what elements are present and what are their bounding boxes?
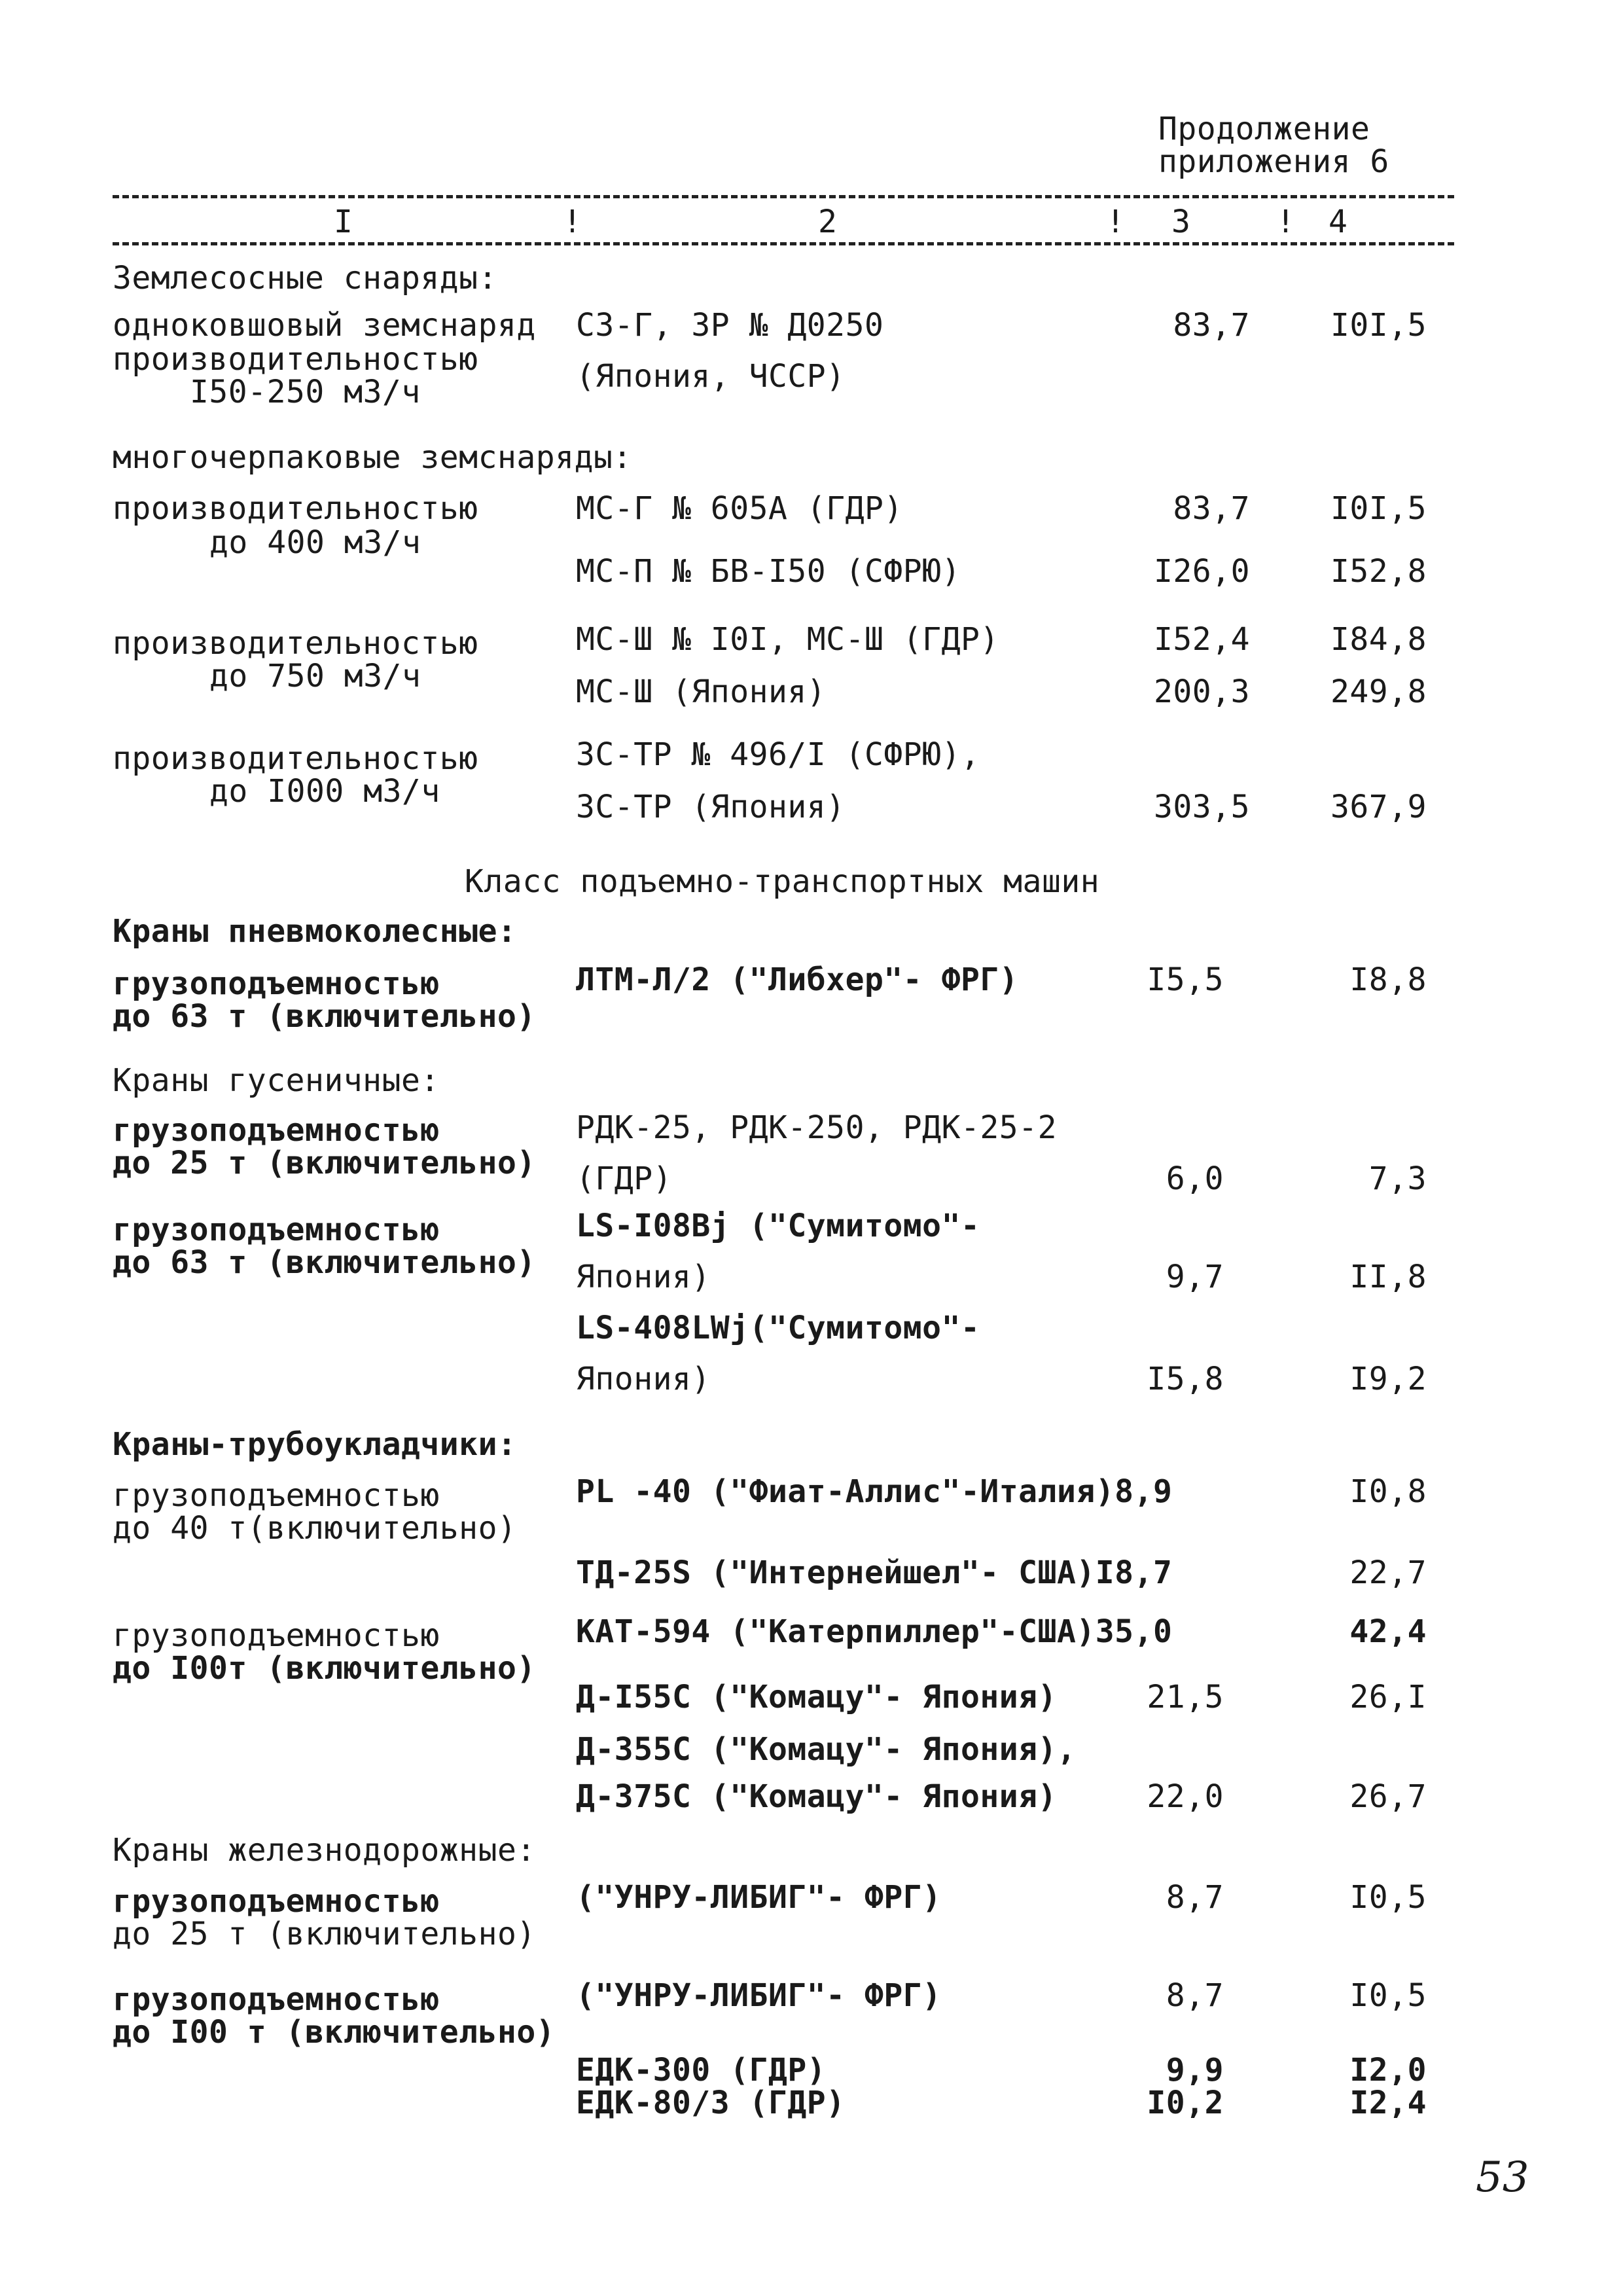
value-col4: II,8	[1349, 1259, 1427, 1295]
row-description: грузоподъемностью	[113, 1477, 440, 1514]
value-col4: 249,8	[1330, 673, 1427, 710]
value-col3: I26,0	[1154, 553, 1250, 590]
section-title: Землесосные снаряды:	[113, 260, 497, 296]
column-separator: !	[1106, 204, 1126, 240]
column-header-3: 3	[1171, 204, 1191, 240]
column-header-1: I	[334, 204, 353, 240]
row-model: LS-I08Bj ("Сумитомо"-	[576, 1208, 980, 1244]
row-description: производительностью	[113, 740, 478, 777]
column-header-2: 2	[818, 204, 838, 240]
row-model: ЛТМ-Л/2 ("Либхер"- ФРГ)	[576, 961, 1019, 998]
column-header-4: 4	[1329, 204, 1348, 240]
row-model: МС-Г № 605А (ГДР)	[576, 490, 903, 527]
value-col3: 9,7	[1166, 1259, 1224, 1295]
value-col4: 42,4	[1349, 1613, 1427, 1650]
value-col4: I2,0	[1349, 2052, 1427, 2089]
row-description: грузоподъемностью	[113, 1617, 440, 1654]
row-description: I50-250 м3/ч	[190, 374, 421, 410]
row-description: грузоподъемностью	[113, 1883, 440, 1920]
row-description: грузоподъемностью	[113, 1211, 440, 1248]
value-col3: 9,9	[1166, 2052, 1224, 2089]
table-top-rule	[113, 195, 1454, 198]
value-col4: I52,8	[1330, 553, 1427, 590]
section-title: многочерпаковые земснаряды:	[113, 439, 632, 476]
section-title: Краны гусеничные:	[113, 1062, 440, 1099]
value-col4: I0I,5	[1330, 307, 1427, 344]
row-description: до I00т (включительно)	[113, 1650, 536, 1687]
row-description: производительностью	[113, 490, 478, 527]
value-col4: I9,2	[1349, 1361, 1427, 1397]
value-col3: 22,0	[1147, 1778, 1224, 1815]
row-model: Д-I55С ("Комацу"- Япония)	[576, 1679, 1057, 1715]
row-model: СЗ-Г, ЗР № Д0250	[576, 307, 884, 344]
row-description: производительностью	[113, 341, 478, 378]
row-model: ("УНРУ-ЛИБИГ"- ФРГ)	[576, 1879, 942, 1916]
value-col4: I0,5	[1349, 1977, 1427, 2014]
row-model: LS-408LWj("Сумитомо"-	[576, 1310, 980, 1346]
section-title: Краны-трубоукладчики:	[113, 1426, 517, 1463]
row-description: до 750 м3/ч	[209, 658, 421, 694]
column-separator: !	[563, 204, 582, 240]
column-separator: !	[1276, 204, 1296, 240]
row-model: Д-355С ("Комацу"- Япония),	[576, 1731, 1077, 1768]
row-description: до I00 т (включительно)	[113, 2014, 556, 2051]
value-col4: 22,7	[1349, 1554, 1427, 1591]
row-model: КАТ-594 ("Катерпиллер"-США)35,0	[576, 1613, 1173, 1650]
section-title: Краны пневмоколесные:	[113, 913, 517, 950]
value-col4: 26,I	[1349, 1679, 1427, 1715]
value-col3: 8,7	[1166, 1977, 1224, 2014]
row-model: ЗС-ТР № 496/I (СФРЮ),	[576, 736, 980, 773]
row-model: РДК-25, РДК-250, РДК-25-2	[576, 1109, 1057, 1146]
row-model: Д-375С ("Комацу"- Япония)	[576, 1778, 1057, 1815]
value-col3: 83,7	[1173, 307, 1250, 344]
value-col3: 21,5	[1147, 1679, 1224, 1715]
row-model: ТД-25S ("Интернейшел"- США)I8,7	[576, 1554, 1173, 1591]
value-col3: I0,2	[1147, 2085, 1224, 2121]
value-col4: I0,5	[1349, 1879, 1427, 1916]
row-model: PL -40 ("Фиат-Аллис"-Италия)8,9	[576, 1473, 1173, 1510]
row-description: до 25 т (включительно)	[113, 1916, 536, 1952]
continuation-note-line1: Продолжение	[1158, 111, 1370, 147]
row-description: до 63 т (включительно)	[113, 1244, 536, 1281]
row-description: производительностью	[113, 625, 478, 662]
row-model: ("УНРУ-ЛИБИГ"- ФРГ)	[576, 1977, 942, 2014]
value-col4: 26,7	[1349, 1778, 1427, 1815]
section-title: Краны железнодорожные:	[113, 1832, 536, 1869]
row-model: МС-П № БВ-I50 (СФРЮ)	[576, 553, 961, 590]
row-model: ЗС-ТР (Япония)	[576, 789, 846, 825]
row-description: до 25 т (включительно)	[113, 1145, 536, 1181]
row-description: одноковшовый земснаряд	[113, 307, 536, 344]
value-col4: I2,4	[1349, 2085, 1427, 2121]
table-header-rule	[113, 242, 1454, 245]
value-col3: I5,8	[1147, 1361, 1224, 1397]
value-col3: I52,4	[1154, 621, 1250, 658]
row-description: грузоподъемностью	[113, 1112, 440, 1149]
row-model: МС-Ш № I0I, МС-Ш (ГДР)	[576, 621, 999, 658]
row-model: Япония)	[576, 1361, 711, 1397]
value-col4: I8,8	[1349, 961, 1427, 998]
value-col4: I84,8	[1330, 621, 1427, 658]
row-description: до 63 т (включительно)	[113, 998, 536, 1035]
value-col3: 83,7	[1173, 490, 1250, 527]
row-description: до 400 м3/ч	[209, 524, 421, 561]
value-col4: 7,3	[1368, 1160, 1427, 1197]
value-col3: 6,0	[1166, 1160, 1224, 1197]
value-col3: 8,7	[1166, 1879, 1224, 1916]
row-model: Япония)	[576, 1259, 711, 1295]
row-model: (Япония, ЧССР)	[576, 358, 846, 395]
row-description: грузоподъемностью	[113, 965, 440, 1002]
row-model: ЕДК-300 (ГДР)	[576, 2052, 827, 2089]
value-col3: 200,3	[1154, 673, 1250, 710]
continuation-note-line2: приложения 6	[1158, 143, 1389, 180]
value-col3: I5,5	[1147, 961, 1224, 998]
row-description: до I000 м3/ч	[209, 773, 440, 810]
value-col4: 367,9	[1330, 789, 1427, 825]
row-model: (ГДР)	[576, 1160, 672, 1197]
row-description: до 40 т(включительно)	[113, 1510, 517, 1547]
page-number: 53	[1476, 2153, 1529, 2202]
value-col3: 303,5	[1154, 789, 1250, 825]
row-description: грузоподъемностью	[113, 1981, 440, 2018]
row-model: МС-Ш (Япония)	[576, 673, 827, 710]
value-col4: I0I,5	[1330, 490, 1427, 527]
row-model: ЕДК-80/3 (ГДР)	[576, 2085, 846, 2121]
value-col4: I0,8	[1349, 1473, 1427, 1510]
class-heading: Класс подъемно-транспортных машин	[465, 863, 1100, 900]
